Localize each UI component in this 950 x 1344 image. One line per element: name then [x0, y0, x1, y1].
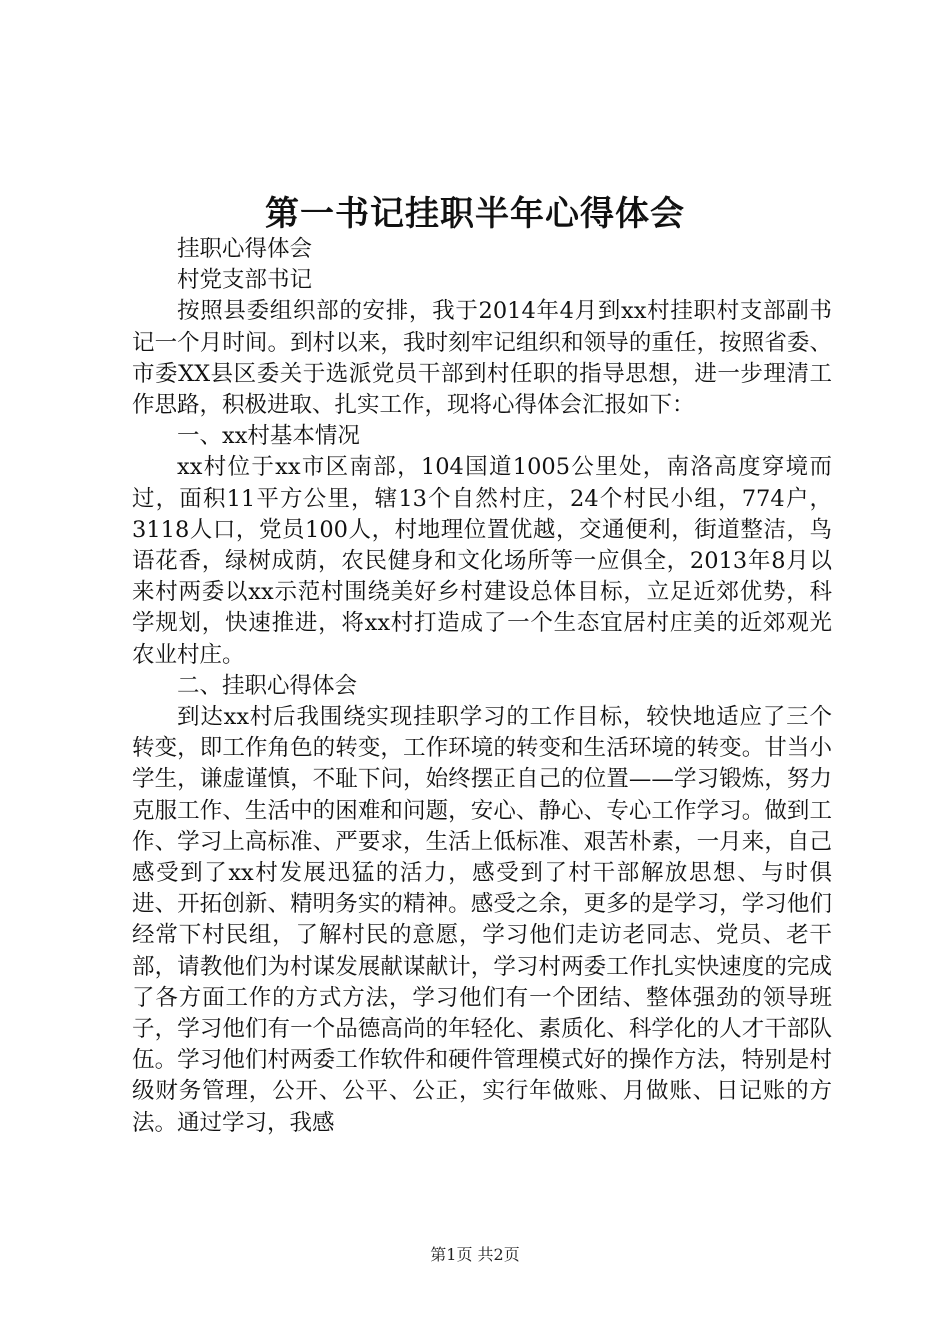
paragraph: xx村位于xx市区南部，104国道1005公里处，南洛高度穿境而过，面积11平方公里，辖13个自然村庄，24个村民小组，774户，3118人口，党员100人，村地理位置优越，交通便利，街道整洁，鸟语花香，绿树成荫，农民健身和文化场所等一应俱全，2013年8月以来村两委以xx示范村围绕美好乡村建设总体目标，立足近郊优势，科学规划，快速推进，将xx村打造成了一个生态宜居村庄美的近郊观光农业村庄。 — [132, 454, 832, 668]
paragraph: 到达xx村后我围绕实现挂职学习的工作目标，较快地适应了三个转变，即工作角色的转变，工作环境的转变和生活环境的转变。甘当小学生，谦虚谨慎，不耻下问，始终摆正自己的位置——学习锻炼，努力克服工作、生活中的困难和问题，安心、静心、专心工作学习。做到工作、学习上高标准、严要求，生活上低标准、艰苦朴素，一月来，自己感受到了xx村发展迅猛的活力，感受到了村干部解放思想、与时俱进、开拓创新、精明务实的精神。感受之余，更多的是学习，学习他们经常下村民组，了解村民的意愿，学习他们走访老同志、党员、老干部，请教他们为村谋发展献谋献计，学习村两委工作扎实快速度的完成了各方面工作的方式方法，学习他们有一个团结、整体强劲的领导班子，学习他们有一个品德高尚的年轻化、素质化、科学化的人才干部队伍。学习他们村两委工作软件和硬件管理模式好的操作方法，特别是村级财务管理，公开、公平、公正，实行年做账、月做账、日记账的方法。通过学习，我感 — [132, 704, 832, 1136]
document-body — [132, 234, 832, 1139]
paragraph: 按照县委组织部的安排，我于2014年4月到xx村挂职村支部副书记一个月时间。到村以来，我时刻牢记组织和领导的重任，按照省委、市委XX县区委关于选派党员干部到村任职的指导思想，进一步理清工作思路，积极进取、扎实工作，现将心得体会汇报如下： — [132, 298, 832, 419]
paragraph: 村党支部书记 — [177, 267, 313, 294]
section-heading: 一、xx村基本情况 — [177, 423, 360, 450]
document-title: 第一书记挂职半年心得体会 — [265, 194, 685, 234]
page-number-footer: 第1页 共2页 — [430, 1245, 520, 1264]
paragraph: 挂职心得体会 — [177, 236, 313, 262]
section-heading: 二、挂职心得体会 — [177, 672, 358, 699]
